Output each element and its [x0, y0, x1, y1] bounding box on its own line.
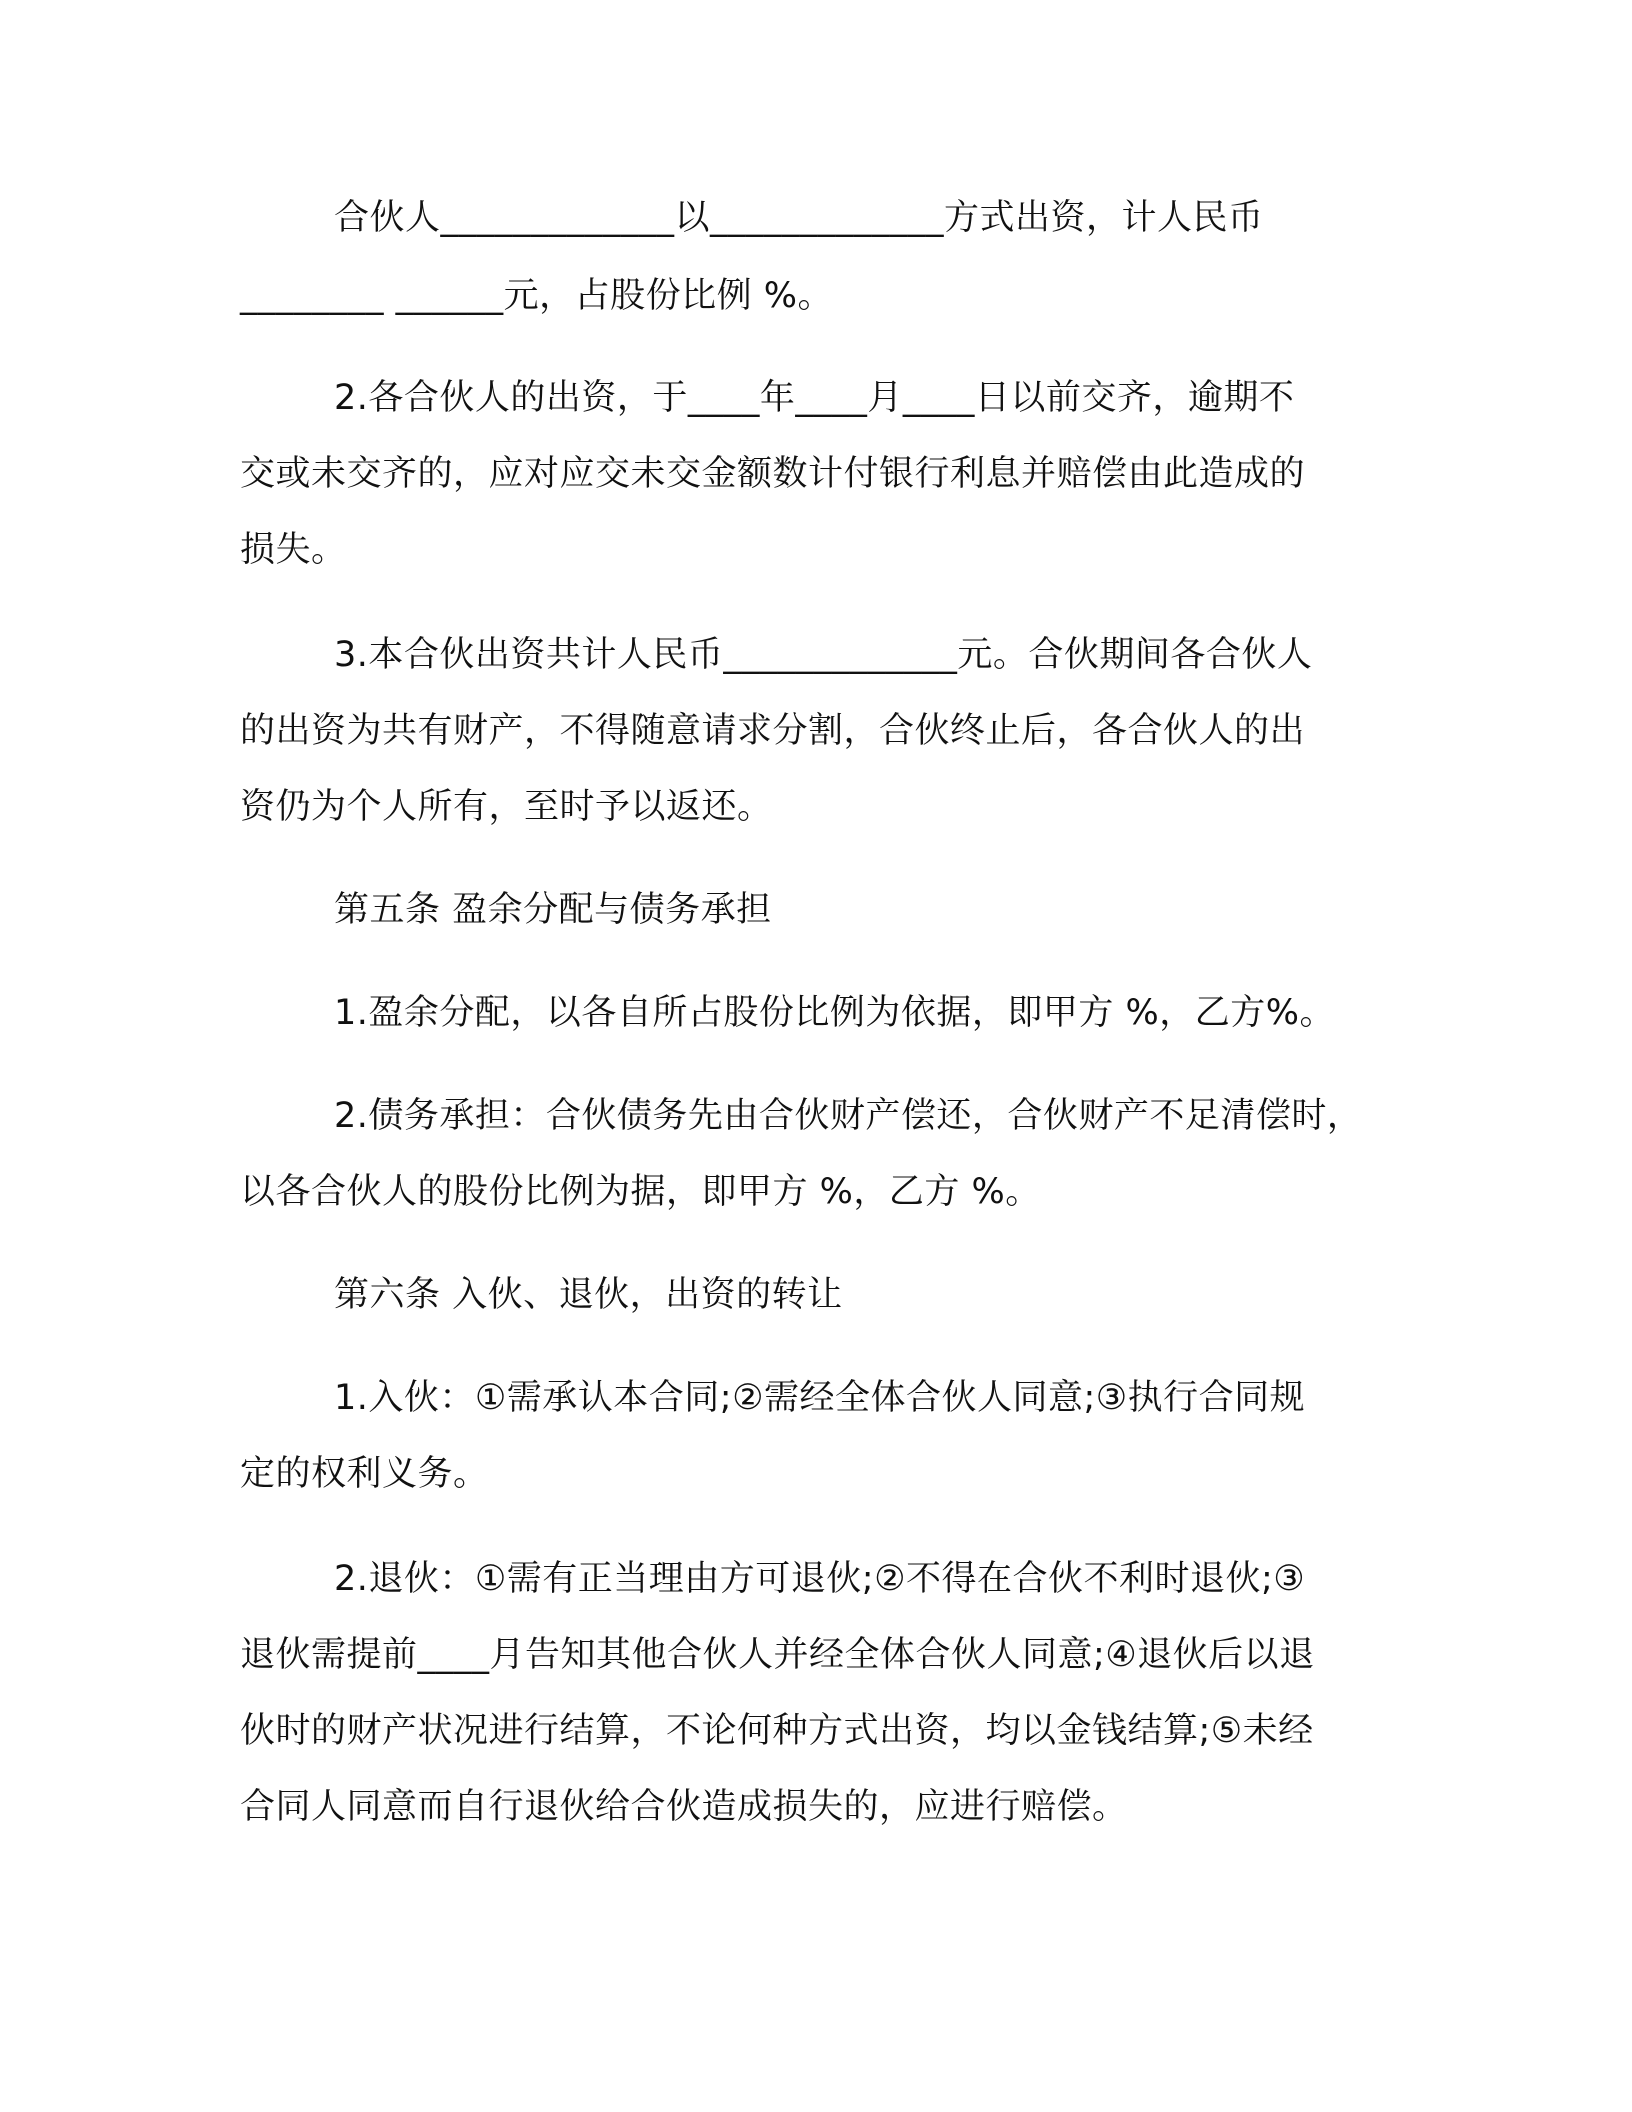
paragraph-line: 以各合伙人的股份比例为据，即甲方 %，乙方 %。: [240, 1172, 1041, 1212]
paragraph-line: 3.本合伙出资共计人民币_____________元。合伙期间各合伙人: [334, 635, 1313, 675]
section-heading: 第五条 盈余分配与债务承担: [334, 890, 772, 930]
paragraph-line: 交或未交齐的，应对应交未交金额数计付银行利息并赔偿由此造成的: [240, 454, 1306, 494]
paragraph-line: 1.入伙：①需承认本合同;②需经全体合伙人同意;③执行合同规: [334, 1378, 1306, 1418]
paragraph-line: 的出资为共有财产，不得随意请求分割，合伙终止后，各合伙人的出: [240, 711, 1306, 751]
paragraph-line: 资仍为个人所有，至时予以返还。: [240, 787, 773, 827]
paragraph-line: 2.退伙：①需有正当理由方可退伙;②不得在合伙不利时退伙;③: [334, 1559, 1306, 1599]
paragraph-line: 退伙需提前____月告知其他合伙人并经全体合伙人同意;④退伙后以退: [240, 1635, 1315, 1675]
paragraph-line: ________ ______元，占股份比例 %。: [240, 276, 834, 316]
paragraph-line: 1.盈余分配，以各自所占股份比例为依据，即甲方 %，乙方%。: [334, 993, 1336, 1033]
paragraph-line: 损失。: [240, 530, 347, 570]
paragraph-line: 2.各合伙人的出资，于____年____月____日以前交齐，逾期不: [334, 378, 1295, 418]
paragraph-line: 合同人同意而自行退伙给合伙造成损失的，应进行赔偿。: [240, 1787, 1128, 1827]
paragraph-line: 2.债务承担：合伙债务先由合伙财产偿还，合伙财产不足清偿时，: [334, 1096, 1363, 1136]
paragraph-line: 定的权利义务。: [240, 1454, 489, 1494]
paragraph-line: 伙时的财产状况进行结算，不论何种方式出资，均以金钱结算;⑤未经: [240, 1711, 1314, 1751]
paragraph-line: 合伙人_____________以_____________方式出资，计人民币: [334, 198, 1264, 238]
section-heading: 第六条 入伙、退伙，出资的转让: [334, 1275, 843, 1315]
